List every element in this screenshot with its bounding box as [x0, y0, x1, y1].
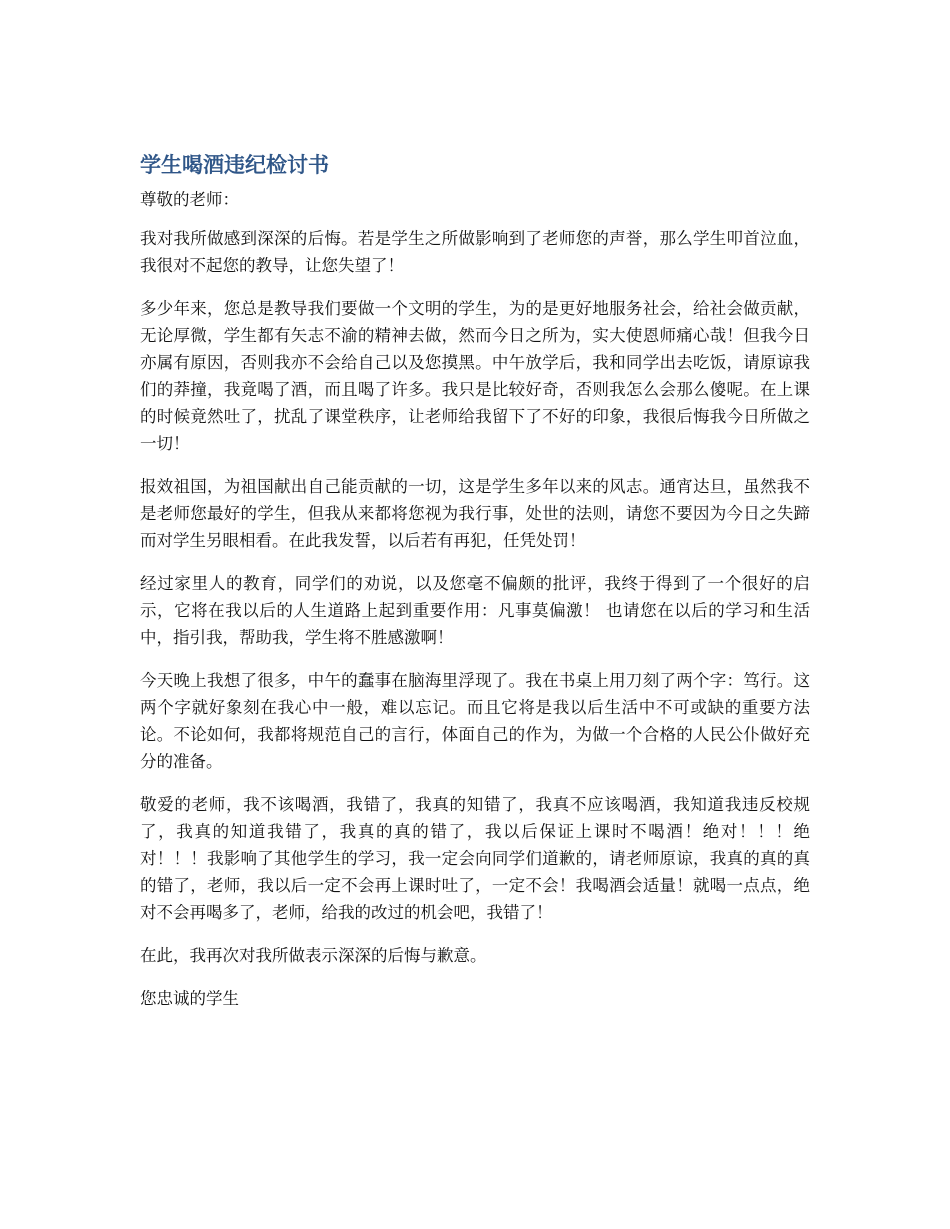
- paragraph-2: 多少年来，您总是教导我们要做一个文明的学生，为的是更好地服务社会，给社会做贡献，无论厚微，学生都有矢志不渝的精神去做，然而今日之所为，实大使恩师痛心哉！但我今日亦属有原因，否则我亦不会给自己以及您摸黑。中午放学后，我和同学出去吃饭，请原谅我们的莽撞，我竟喝了酒，而且喝了许多。我只是比较好奇，否则我怎么会那么傻呢。在上课的时候竟然吐了，扰乱了课堂秩序，让老师给我留下了不好的印象，我很后悔我今日所做之一切！: [140, 299, 810, 453]
- paragraph-7: 在此，我再次对我所做表示深深的后悔与歉意。: [140, 946, 487, 965]
- paragraph-4: 经过家里人的教育，同学们的劝说，以及您毫不偏颇的批评，我终于得到了一个很好的启示，它将在我以后的人生道路上起到重要作用：凡事莫偏激！ 也请您在以后的学习和生活中，指引我，帮助我，学生将不胜感激啊！: [140, 574, 810, 647]
- paragraph-1: 我对我所做感到深深的后悔。若是学生之所做影响到了老师您的声誉，那么学生叩首泣血，我很对不起您的教导，让您失望了！: [140, 229, 810, 275]
- paragraph-6: 敬爱的老师，我不该喝酒，我错了，我真的知错了，我真不应该喝酒，我知道我违反校规了，我真的知道我错了，我真的真的错了，我以后保证上课时不喝酒！绝对！！！绝对！！！我影响了其他学生的学习，我一定会向同学们道歉的，请老师原谅，我真的真的真的错了，老师，我以后一定不会再上课时吐了，一定不会！我喝酒会适量！就喝一点点，绝对不会再喝多了，老师，给我的改过的机会吧，我错了！: [140, 795, 810, 922]
- paragraph-5: 今天晚上我想了很多，中午的蠢事在脑海里浮现了。我在书桌上用刀刻了两个字：笃行。这两个字就好象刻在我心中一般，难以忘记。而且它将是我以后生活中不可或缺的重要方法论。不论如何，我都将规范自己的言行，体面自己的作为，为做一个合格的人民公仆做好充分的准备。: [140, 671, 810, 771]
- document-title: 学生喝酒违纪检讨书: [140, 153, 329, 177]
- paragraph-3: 报效祖国，为祖国献出自己能贡献的一切，这是学生多年以来的风志。通宵达旦，虽然我不是老师您最好的学生，但我从来都将您视为我行事，处世的法则，请您不要因为今日之失蹄而对学生另眼相看。在此我发誓，以后若有再犯，任凭处罚！: [140, 477, 810, 550]
- salutation: 尊敬的老师：: [140, 190, 239, 209]
- closing-signature: 您忠诚的学生: [140, 989, 239, 1008]
